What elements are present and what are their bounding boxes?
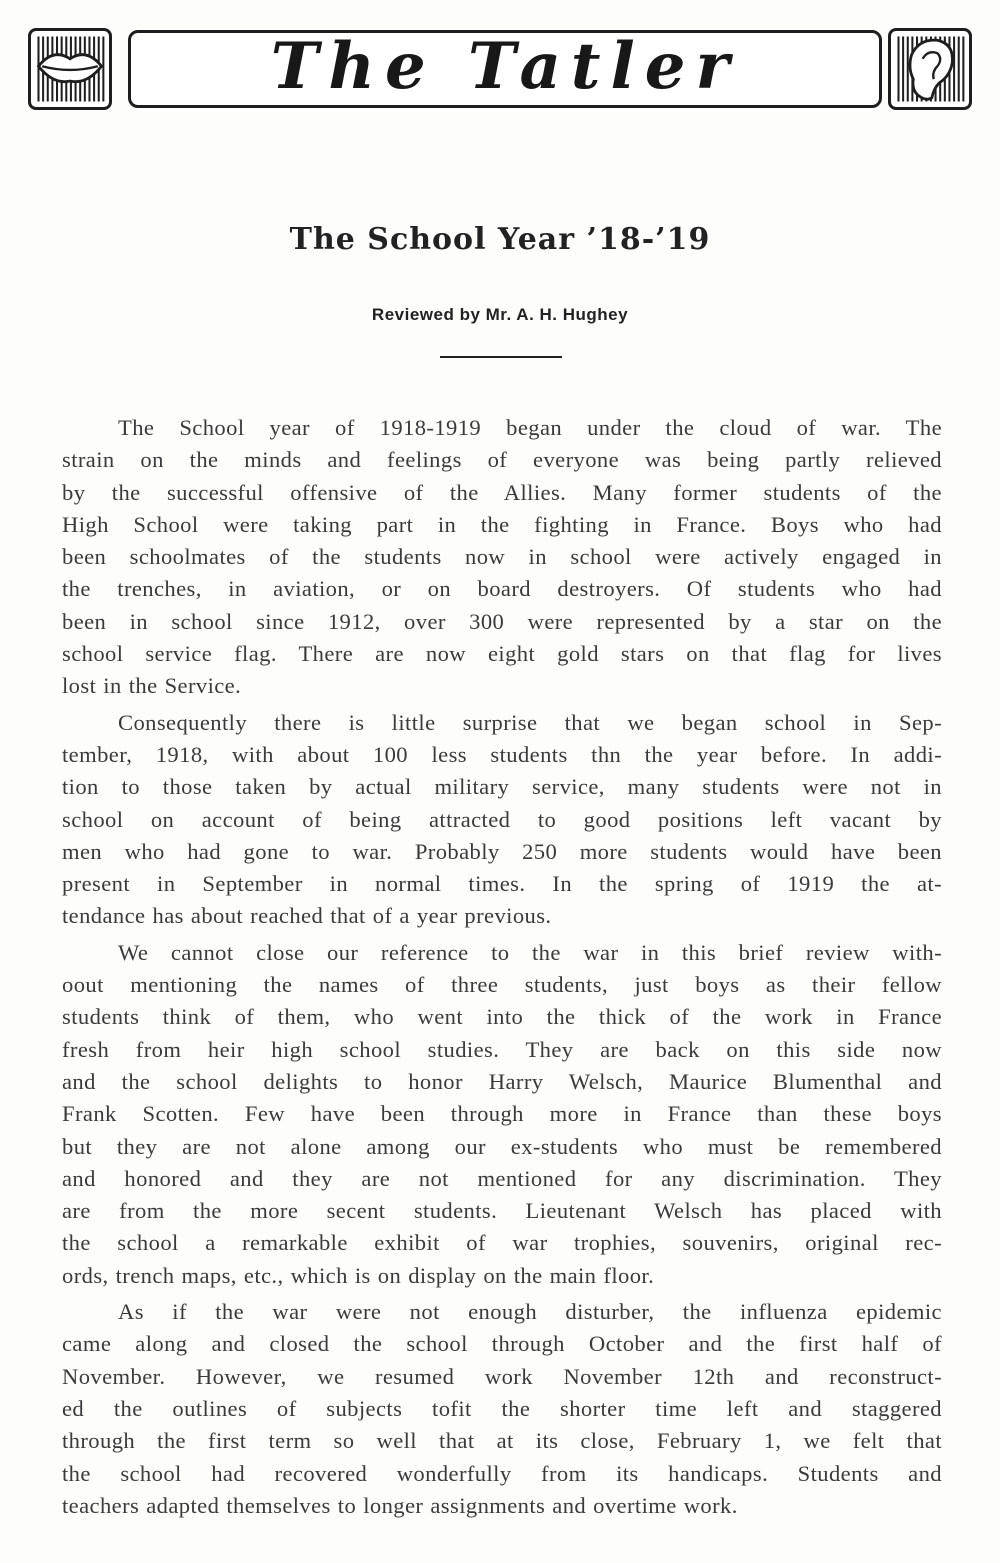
paragraph-line: tember, 1918, with about 100 less students thn the year before. In addi-: [62, 741, 942, 767]
paragraph-line: men who had gone to war. Probably 250 more students would have been: [62, 838, 942, 864]
paragraph-line: and the school delights to honor Harry Welsch, Maurice Blumenthal and: [62, 1068, 942, 1094]
paragraph-line: November. However, we resumed work November 12th and reconstruct-: [62, 1363, 942, 1389]
paragraph-line: High School were taking part in the fighting in France. Boys who had: [62, 511, 942, 537]
paragraph-line: but they are not alone among our ex-students who must be remembered: [62, 1133, 942, 1159]
paragraph-line: school service flag. There are now eight gold stars on that flag for lives: [62, 641, 942, 667]
article-title: The School Year ’18-’19: [289, 222, 711, 257]
paragraph-line: tendance has about reached that of a year previous.: [62, 903, 552, 929]
masthead-banner: [128, 30, 882, 108]
paragraph-line: teachers adapted themselves to longer assignments and overtime work.: [62, 1492, 738, 1518]
paragraph-line: are from the more secent students. Lieutenant Welsch has placed with: [62, 1198, 942, 1224]
article-paragraph: [62, 937, 942, 1292]
paragraph-line: and honored and they are not mentioned for any discrimination. They: [62, 1165, 942, 1191]
paragraph-line: present in September in normal times. In the spring of 1919 the at-: [62, 871, 942, 897]
paragraph-line: ed the outlines of subjects tofit the shorter time left and staggered: [62, 1395, 942, 1421]
paragraph-line: oout mentioning the names of three students, just boys as their fellow: [62, 972, 942, 998]
article-paragraph: [62, 1296, 942, 1522]
paragraph-line: the school had recovered wonderfully from its handicaps. Students and: [62, 1460, 942, 1486]
paragraph-line: We cannot close our reference to the war in this brief review with-: [118, 939, 942, 965]
ear-icon: [888, 28, 972, 110]
article-paragraph: [62, 412, 942, 703]
paragraph-line: strain on the minds and feelings of everyone was being partly relieved: [62, 447, 942, 473]
lips-icon: [28, 28, 112, 110]
paragraph-line: came along and closed the school through October and the first half of: [62, 1331, 942, 1357]
paragraph-line: students think of them, who went into the thick of the work in France: [62, 1004, 942, 1030]
paragraph-line: The School year of 1918-1919 began under the cloud of war. The: [118, 415, 942, 440]
masthead: [28, 28, 972, 110]
paragraph-line: the school a remarkable exhibit of war trophies, souvenirs, original rec-: [62, 1230, 942, 1256]
paragraph-line: tion to those taken by actual military service, many students were not in: [62, 774, 942, 800]
paragraph-line: the trenches, in aviation, or on board destroyers. Of students who had: [62, 576, 942, 602]
paragraph-line: Frank Scotten. Few have been through more in France than these boys: [62, 1101, 942, 1127]
paragraph-line: by the successful offensive of the Allies. Many former students of the: [62, 479, 942, 505]
title-divider: [440, 356, 562, 358]
paragraph-line: through the first term so well that at its close, February 1, we felt that: [62, 1428, 942, 1454]
paragraph-line: As if the war were not enough disturber, the influenza epidemic: [118, 1299, 942, 1325]
publication-title: The Tatler: [270, 29, 740, 104]
paragraph-line: lost in the Service.: [62, 673, 242, 699]
paragraph-line: fresh from heir high school studies. They are back on this side now: [62, 1036, 942, 1062]
article-paragraph: [62, 707, 942, 933]
paragraph-line: ords, trench maps, etc., which is on display on the main floor.: [62, 1262, 655, 1288]
paragraph-line: school on account of being attracted to good positions left vacant by: [62, 806, 942, 832]
paragraph-line: been in school since 1912, over 300 were represented by a star on the: [62, 608, 942, 634]
article-body: [62, 412, 942, 1522]
paragraph-line: Consequently there is little surprise that we began school in Sep-: [118, 709, 942, 735]
paragraph-line: been schoolmates of the students now in school were actively engaged in: [62, 544, 942, 570]
article-byline: Reviewed by Mr. A. H. Hughey: [371, 305, 629, 324]
